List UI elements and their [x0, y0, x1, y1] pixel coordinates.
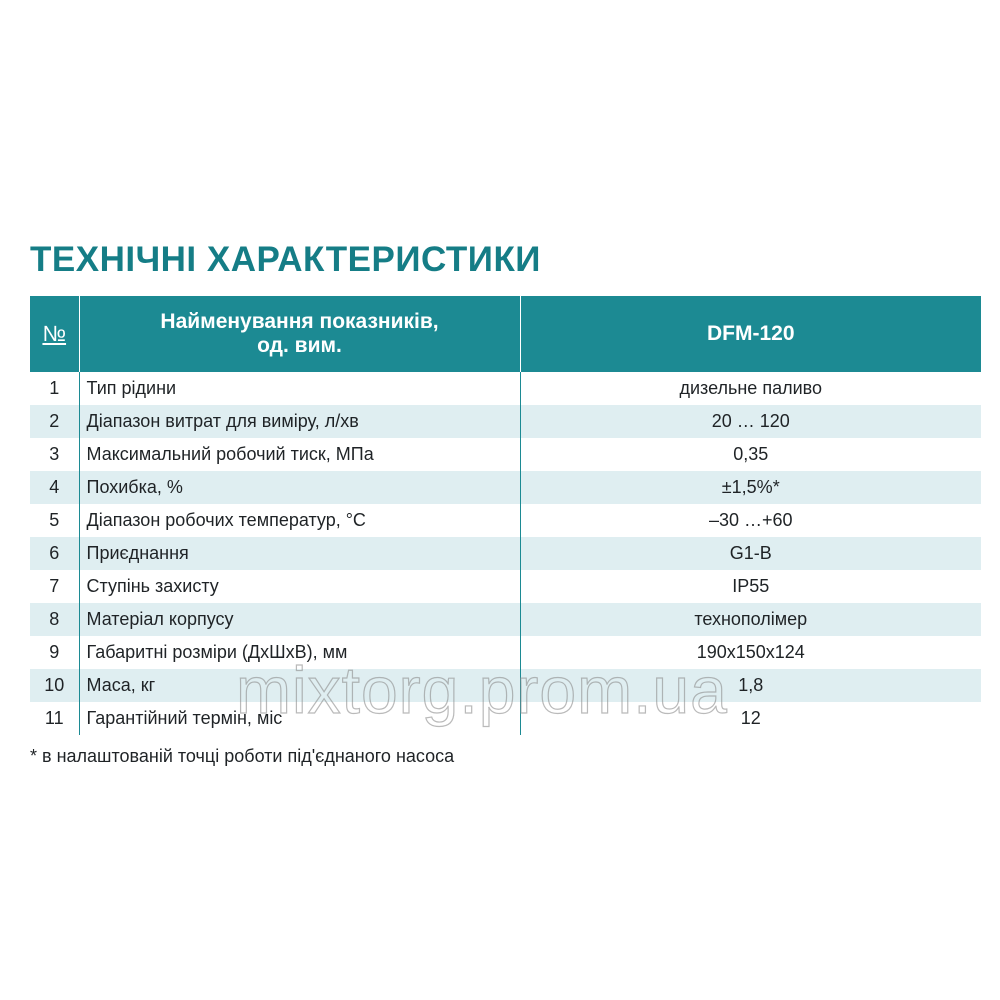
row-name: Тип рідини — [79, 372, 520, 405]
table-row — [30, 636, 981, 669]
row-name: Габаритні розміри (ДхШхВ), мм — [79, 636, 520, 669]
table-row — [30, 669, 981, 702]
row-name: Максимальний робочий тиск, МПа — [79, 438, 520, 471]
row-value: ±1,5%* — [520, 471, 981, 504]
header-name — [79, 296, 520, 372]
row-num: 6 — [30, 537, 79, 570]
table-row — [30, 570, 981, 603]
row-name: Діапазон витрат для виміру, л/хв — [79, 405, 520, 438]
table-row — [30, 504, 981, 537]
row-value: дизельне паливо — [679, 378, 823, 398]
row-value: технополімер — [520, 603, 981, 636]
row-name: Діапазон робочих температур, °С — [79, 504, 520, 537]
table-row — [30, 471, 981, 504]
row-value: IP55 — [732, 576, 770, 596]
table-row — [30, 702, 981, 735]
row-name: Похибка, % — [79, 471, 520, 504]
table-row — [30, 405, 981, 438]
row-value: G1-B — [520, 537, 981, 570]
row-name: Гарантійний термін, міс — [79, 702, 520, 735]
row-num: 11 — [30, 702, 79, 735]
row-value: 12 — [740, 708, 761, 728]
row-value: –30 …+60 — [708, 510, 793, 530]
row-value: 1,8 — [520, 669, 981, 702]
row-num: 3 — [30, 438, 79, 471]
row-name: Приєднання — [79, 537, 520, 570]
row-value: 20 … 120 — [520, 405, 981, 438]
page-title: ТЕХНІЧНІ ХАРАКТЕРИСТИКИ — [30, 240, 541, 279]
table-row — [30, 603, 981, 636]
header-num: № — [30, 296, 79, 372]
row-num: 2 — [30, 405, 79, 438]
spec-table — [30, 296, 981, 735]
row-num: 5 — [30, 504, 79, 537]
row-num: 10 — [30, 669, 79, 702]
footnote: * в налаштованій точці роботи під'єднаного насоса — [30, 746, 455, 766]
header-name-line2: од. вим. — [257, 334, 342, 357]
table-header-row — [30, 296, 981, 372]
row-num: 8 — [30, 603, 79, 636]
row-num: 1 — [30, 372, 79, 405]
header-name-line1: Найменування показників, — [160, 310, 439, 333]
row-value: 190х150х124 — [696, 642, 805, 662]
row-name: Матеріал корпусу — [79, 603, 520, 636]
table-row — [30, 438, 981, 471]
row-num: 7 — [30, 570, 79, 603]
table-row — [30, 372, 981, 405]
header-model: DFM-120 — [520, 296, 981, 372]
row-name: Маса, кг — [79, 669, 520, 702]
row-name: Ступінь захисту — [79, 570, 520, 603]
row-num: 9 — [30, 636, 79, 669]
row-value: 0,35 — [733, 444, 769, 464]
row-num: 4 — [30, 471, 79, 504]
table-row — [30, 537, 981, 570]
